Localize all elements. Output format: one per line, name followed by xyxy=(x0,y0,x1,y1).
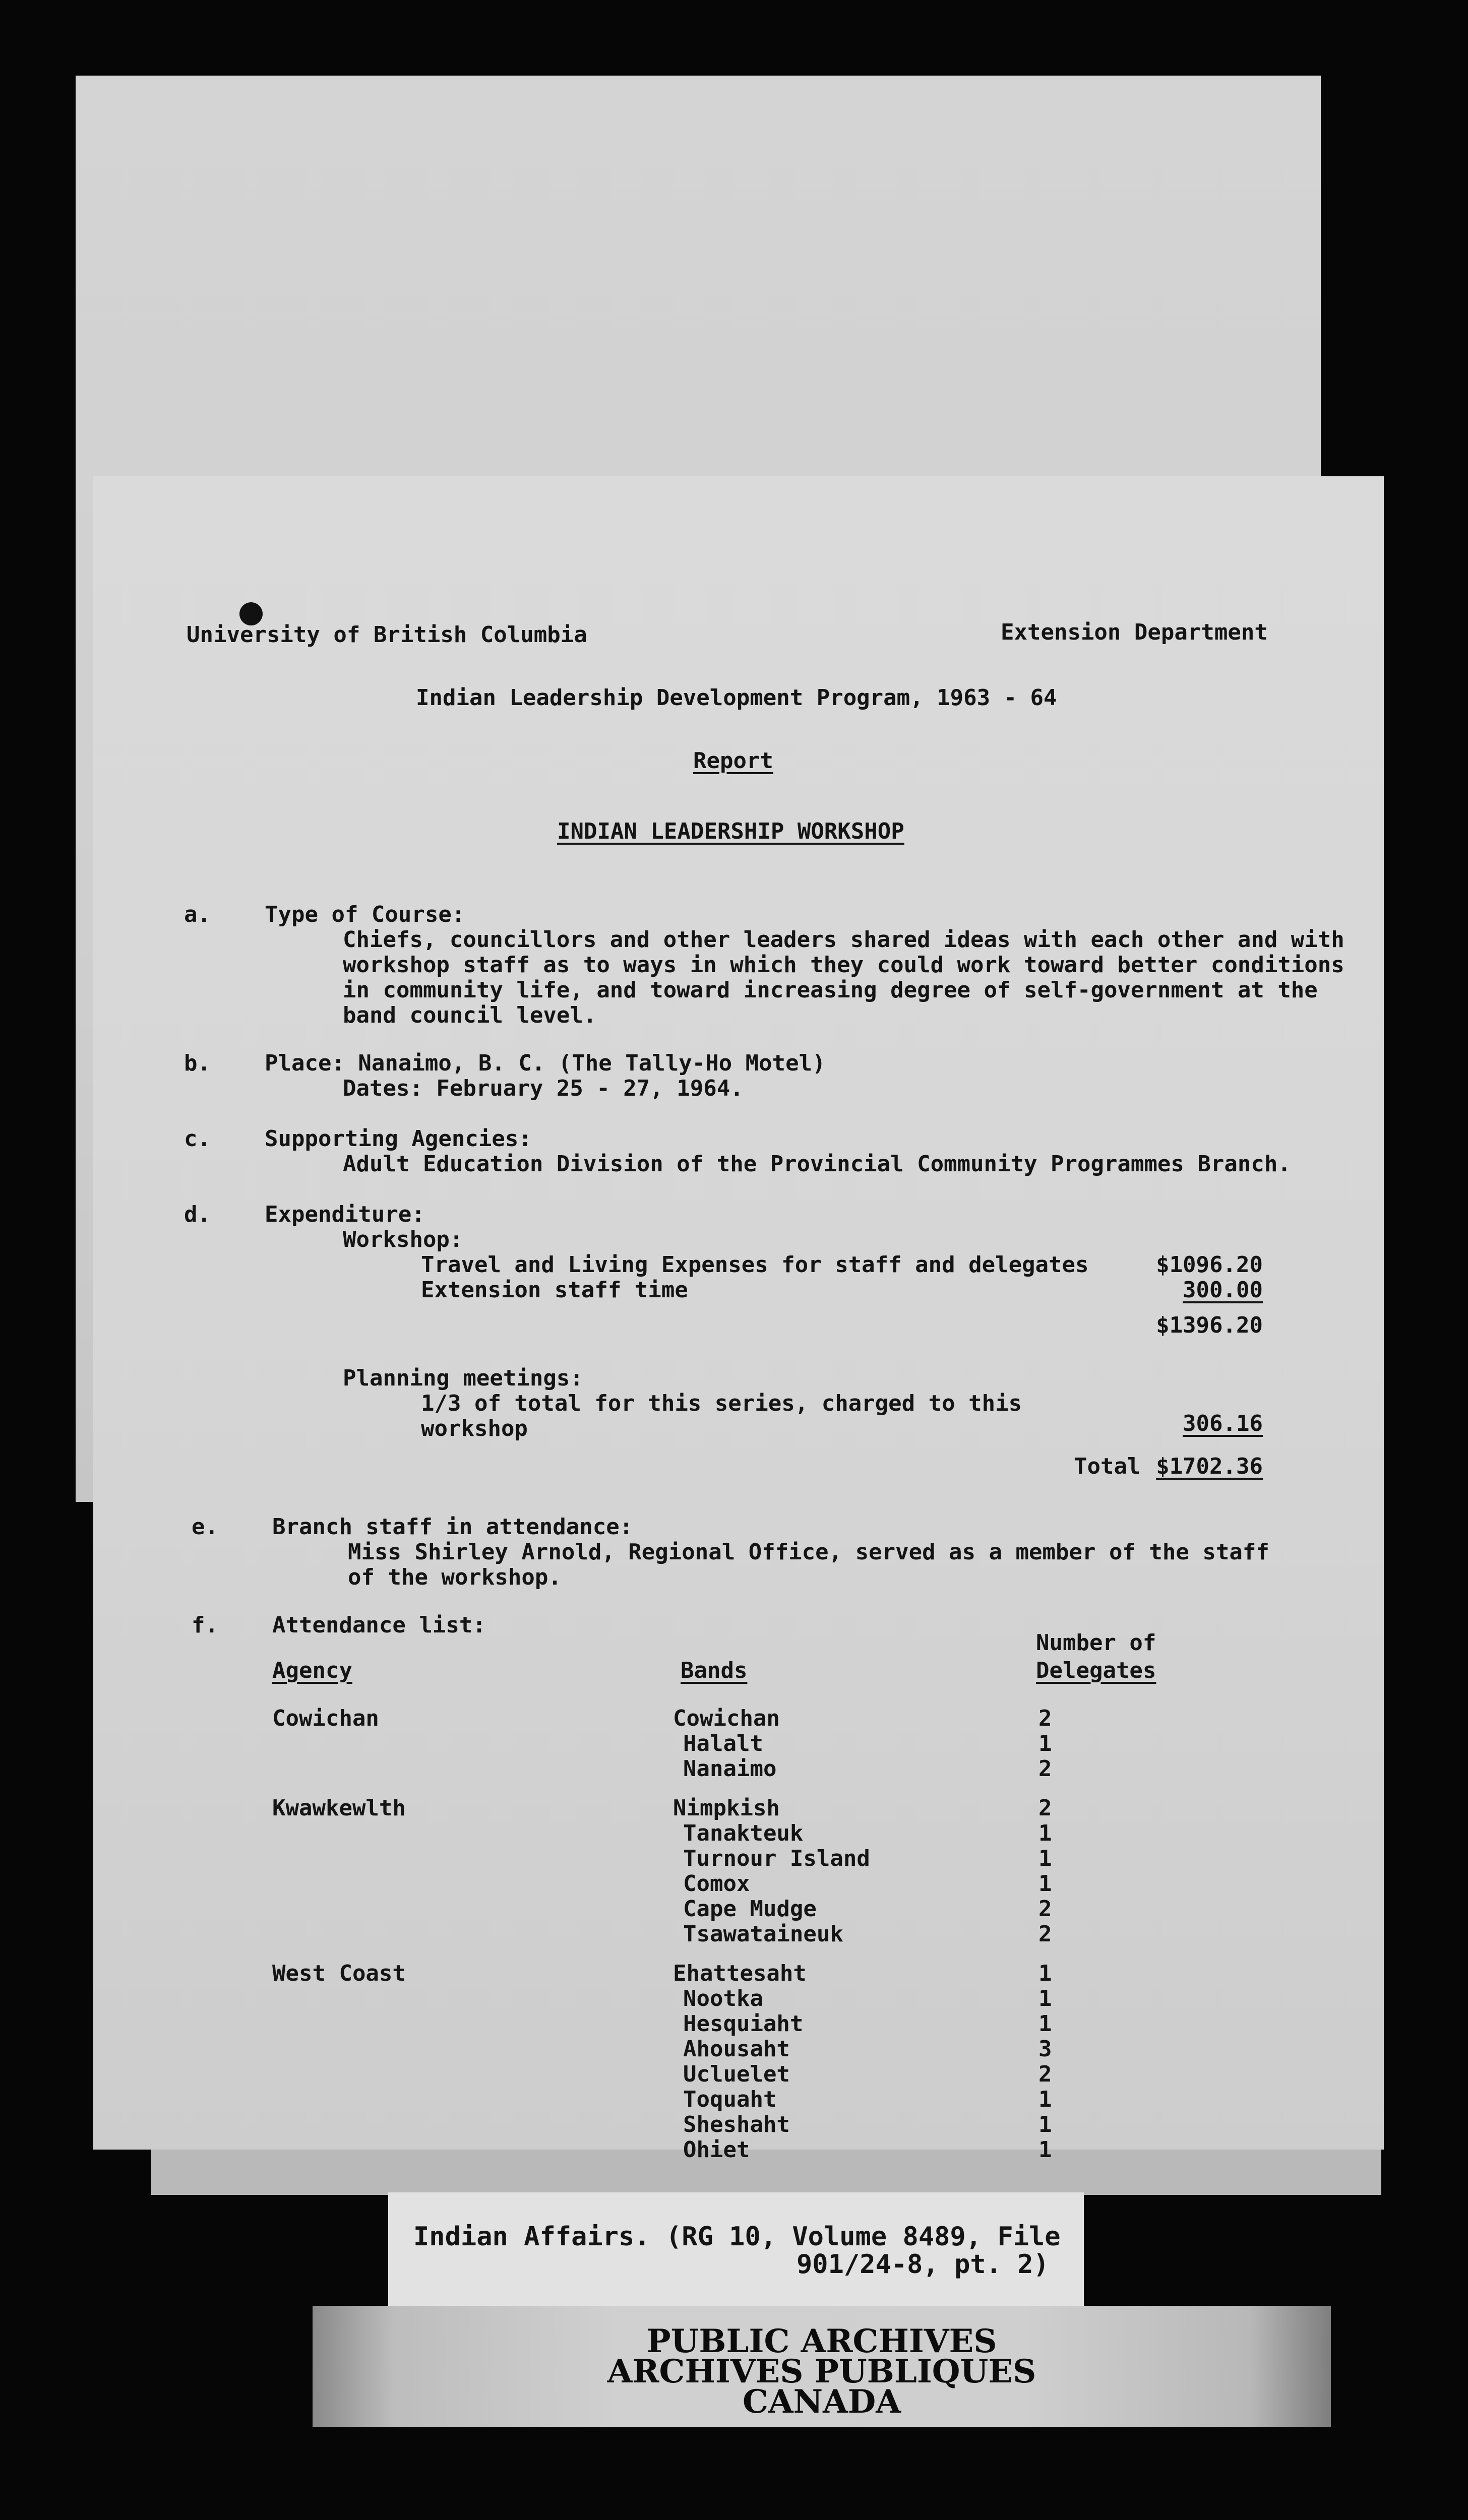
program-title: Indian Leadership Development Program, 1963 - 64 xyxy=(416,685,1057,711)
section-f-letter: f. xyxy=(192,1612,218,1638)
band-name: Ahousaht xyxy=(683,2036,790,2062)
band-name: Ohiet xyxy=(683,2137,750,2163)
delegate-count: 2 xyxy=(1038,1795,1052,1821)
archive-reference-label xyxy=(388,2192,1084,2313)
section-c-heading: Supporting Agencies: xyxy=(265,1126,532,1152)
section-c-letter: c. xyxy=(184,1126,211,1152)
section-e-line: Miss Shirley Arnold, Regional Office, served as a member of the staff xyxy=(348,1539,1269,1565)
band-name: Sheshaht xyxy=(683,2112,790,2137)
band-name: Tsawataineuk xyxy=(683,1921,843,1947)
delegate-count: 1 xyxy=(1038,2112,1052,2137)
agency-name: West Coast xyxy=(272,1961,406,1986)
section-f-heading: Attendance list: xyxy=(272,1612,486,1638)
section-a-heading: Type of Course: xyxy=(265,902,465,927)
delegate-count: 2 xyxy=(1038,1896,1052,1922)
delegate-count: 1 xyxy=(1038,1820,1052,1846)
report-label: Report xyxy=(693,748,773,774)
stamp-line: CANADA xyxy=(743,2383,901,2421)
delegate-count: 1 xyxy=(1038,1731,1052,1756)
delegate-count: 3 xyxy=(1038,2036,1052,2062)
section-a-line: band council level. xyxy=(343,1002,597,1028)
total-label: Total xyxy=(1074,1454,1141,1479)
agency-column-header: Agency xyxy=(272,1658,352,1683)
section-a-line: workshop staff as to ways in which they could work toward better conditions xyxy=(343,952,1344,978)
band-name: Turnour Island xyxy=(683,1846,870,1871)
section-e-line: of the workshop. xyxy=(348,1564,562,1590)
section-c-text: Adult Education Division of the Provincial Community Programmes Branch. xyxy=(343,1151,1291,1177)
subtotal-amount: $1396.20 xyxy=(1156,1312,1263,1338)
section-d-heading: Expenditure: xyxy=(265,1202,425,1227)
delegates-column-header: Delegates xyxy=(1036,1658,1156,1683)
section-e-heading: Branch staff in attendance: xyxy=(272,1514,633,1540)
page-edge xyxy=(151,2150,1381,2195)
delegate-count: 1 xyxy=(1038,2011,1052,2037)
band-name: Nanaimo xyxy=(683,1756,777,1782)
band-name: Ehattesaht xyxy=(673,1961,807,1986)
delegate-count: 1 xyxy=(1038,2137,1052,2163)
section-d-letter: d. xyxy=(184,1202,211,1227)
section-a-line: Chiefs, councillors and other leaders shared ideas with each other and with xyxy=(343,927,1344,953)
band-name: Comox xyxy=(683,1871,750,1897)
travel-expense-amount: $1096.20 xyxy=(1156,1252,1263,1278)
total-amount: $1702.36 xyxy=(1156,1454,1263,1479)
band-name: Cape Mudge xyxy=(683,1896,817,1922)
planning-line: workshop xyxy=(421,1416,528,1441)
stamp-line: PUBLIC ARCHIVES xyxy=(646,2322,997,2360)
department-name: Extension Department xyxy=(1001,619,1268,645)
workshop-label: Workshop: xyxy=(343,1227,463,1252)
stamp-line: ARCHIVES PUBLIQUES xyxy=(607,2353,1036,2390)
delegate-count: 1 xyxy=(1038,2087,1052,2112)
delegate-count: 1 xyxy=(1038,1846,1052,1871)
travel-expense-label: Travel and Living Expenses for staff and delegates xyxy=(421,1252,1089,1278)
band-name: Cowichan xyxy=(673,1706,780,1731)
workshop-title: INDIAN LEADERSHIP WORKSHOP xyxy=(557,818,904,844)
delegate-count: 1 xyxy=(1038,1871,1052,1897)
band-name: Toquaht xyxy=(683,2087,777,2112)
bands-column-header: Bands xyxy=(681,1658,748,1683)
band-name: Hesquiaht xyxy=(683,2011,804,2037)
agency-name: Kwawkewlth xyxy=(272,1795,406,1821)
delegate-count: 2 xyxy=(1038,1706,1052,1731)
delegate-count: 1 xyxy=(1038,1986,1052,2011)
public-archives-stamp xyxy=(313,2306,1331,2427)
planning-amount: 306.16 xyxy=(1183,1411,1263,1436)
band-name: Nootka xyxy=(683,1986,763,2011)
delegate-count: 2 xyxy=(1038,1756,1052,1782)
report-page xyxy=(93,476,1384,2163)
archive-reference-line: 901/24-8, pt. 2) xyxy=(797,2249,1049,2280)
institution-name: University of British Columbia xyxy=(187,622,587,648)
section-e-letter: e. xyxy=(192,1514,218,1540)
staff-time-label: Extension staff time xyxy=(421,1277,688,1303)
section-b-letter: b. xyxy=(184,1050,211,1076)
band-name: Ucluelet xyxy=(683,2061,790,2087)
delegate-count: 2 xyxy=(1038,2061,1052,2087)
planning-line: 1/3 of total for this series, charged to this xyxy=(421,1391,1022,1416)
section-a-letter: a. xyxy=(184,902,211,927)
planning-label: Planning meetings: xyxy=(343,1365,583,1391)
delegate-count: 1 xyxy=(1038,1961,1052,1986)
band-name: Nimpkish xyxy=(673,1795,780,1821)
section-a-line: in community life, and toward increasing degree of self-government at the xyxy=(343,977,1318,1003)
section-b-place: Place: Nanaimo, B. C. (The Tally-Ho Motel) xyxy=(265,1050,826,1076)
agency-name: Cowichan xyxy=(272,1706,379,1731)
staff-time-amount: 300.00 xyxy=(1183,1277,1263,1303)
band-name: Halalt xyxy=(683,1731,763,1756)
section-b-dates: Dates: February 25 - 27, 1964. xyxy=(343,1076,744,1101)
number-header-line1: Number of xyxy=(1036,1630,1156,1656)
band-name: Tanakteuk xyxy=(683,1820,804,1846)
delegate-count: 2 xyxy=(1038,1921,1052,1947)
archive-reference-line: Indian Affairs. (RG 10, Volume 8489, File xyxy=(413,2222,1061,2252)
